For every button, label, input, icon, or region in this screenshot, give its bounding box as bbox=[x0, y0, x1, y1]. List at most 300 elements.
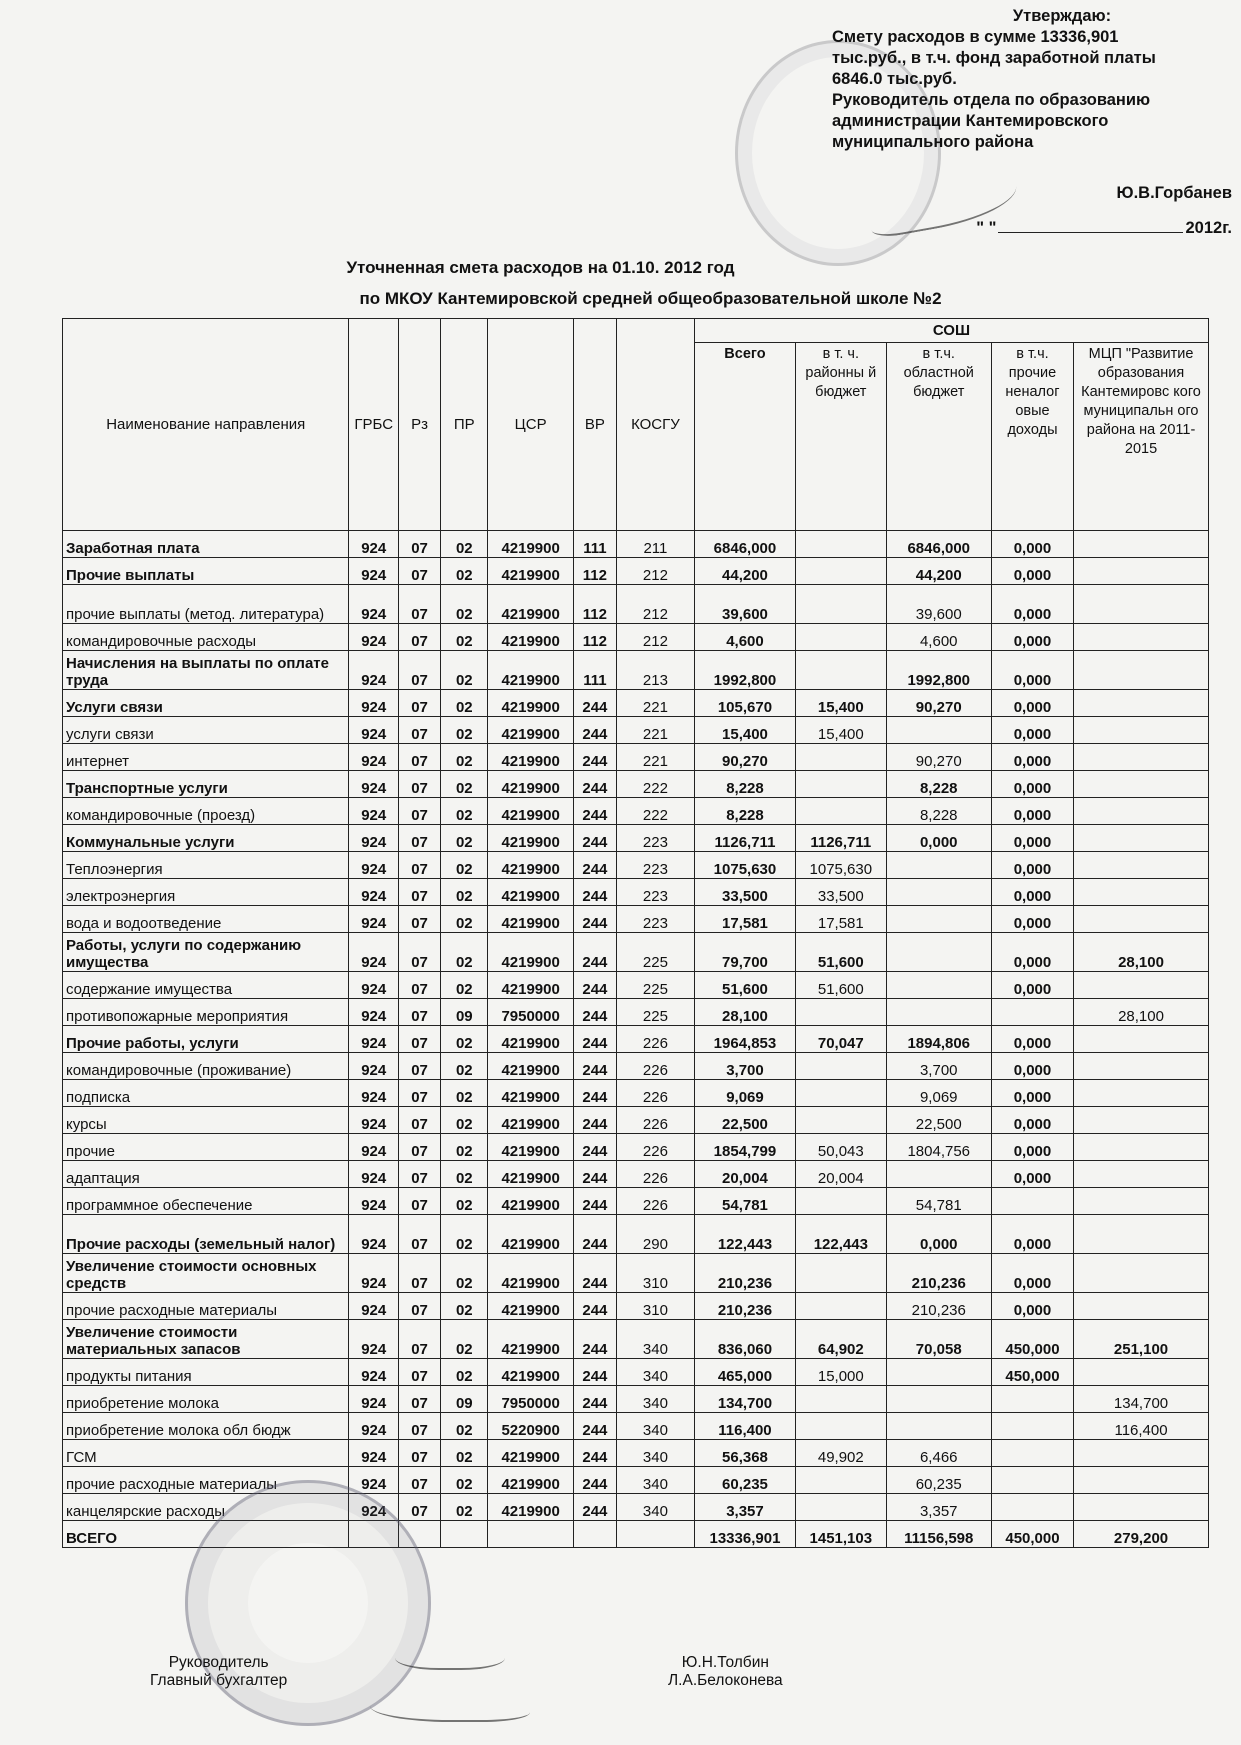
cell-regional: 1992,800 bbox=[886, 651, 991, 690]
table-row bbox=[63, 798, 1209, 825]
footer-name-director: Ю.Н.Толбин bbox=[681, 1654, 769, 1671]
approval-line: администрации Кантемировского bbox=[832, 112, 1109, 130]
cell-csr: 4219900 bbox=[488, 624, 573, 651]
cell-csr: 4219900 bbox=[488, 1107, 573, 1134]
cell-total: 44,200 bbox=[694, 558, 795, 585]
cell-kosgu: 225 bbox=[616, 999, 694, 1026]
cell-regional bbox=[886, 852, 991, 879]
cell-mcp bbox=[1074, 1440, 1209, 1467]
cell-other: 0,000 bbox=[991, 744, 1073, 771]
cell-grbs: 924 bbox=[349, 879, 399, 906]
cell-name: подписка bbox=[63, 1080, 349, 1107]
cell-rz: 07 bbox=[398, 1134, 440, 1161]
cell-rz: 07 bbox=[398, 1359, 440, 1386]
date-blank-line bbox=[998, 218, 1183, 233]
cell-vr: 244 bbox=[573, 690, 616, 717]
cell-pr: 02 bbox=[441, 531, 488, 558]
cell-vr: 244 bbox=[573, 1413, 616, 1440]
cell-kosgu: 226 bbox=[616, 1161, 694, 1188]
totals-kosgu bbox=[616, 1521, 694, 1548]
cell-rz: 07 bbox=[398, 1161, 440, 1188]
cell-csr: 4219900 bbox=[488, 1494, 573, 1521]
cell-rz: 07 bbox=[398, 1254, 440, 1293]
cell-total: 15,400 bbox=[694, 717, 795, 744]
cell-rz: 07 bbox=[398, 717, 440, 744]
totals-other: 450,000 bbox=[991, 1521, 1073, 1548]
cell-other bbox=[991, 1413, 1073, 1440]
cell-grbs: 924 bbox=[349, 1254, 399, 1293]
cell-mcp bbox=[1074, 1107, 1209, 1134]
cell-vr: 244 bbox=[573, 1080, 616, 1107]
cell-vr: 244 bbox=[573, 972, 616, 999]
cell-mcp: 134,700 bbox=[1074, 1386, 1209, 1413]
cell-kosgu: 226 bbox=[616, 1026, 694, 1053]
cell-regional: 44,200 bbox=[886, 558, 991, 585]
cell-regional bbox=[886, 1161, 991, 1188]
cell-csr: 4219900 bbox=[488, 1320, 573, 1359]
cell-grbs: 924 bbox=[349, 585, 399, 624]
cell-vr: 112 bbox=[573, 585, 616, 624]
cell-regional: 60,235 bbox=[886, 1467, 991, 1494]
cell-district: 51,600 bbox=[796, 972, 887, 999]
cell-regional: 0,000 bbox=[886, 825, 991, 852]
cell-mcp bbox=[1074, 1293, 1209, 1320]
cell-regional: 1894,806 bbox=[886, 1026, 991, 1053]
cell-regional: 1804,756 bbox=[886, 1134, 991, 1161]
cell-csr: 4219900 bbox=[488, 1254, 573, 1293]
cell-mcp bbox=[1074, 717, 1209, 744]
table-row bbox=[63, 879, 1209, 906]
cell-vr: 244 bbox=[573, 1440, 616, 1467]
cell-grbs: 924 bbox=[349, 1161, 399, 1188]
cell-grbs: 924 bbox=[349, 1467, 399, 1494]
cell-other bbox=[991, 1440, 1073, 1467]
table-row bbox=[63, 1359, 1209, 1386]
approval-line: тыс.руб., в т.ч. фонд заработной платы bbox=[832, 49, 1156, 67]
cell-district bbox=[796, 1467, 887, 1494]
cell-kosgu: 225 bbox=[616, 933, 694, 972]
cell-kosgu: 290 bbox=[616, 1215, 694, 1254]
cell-rz: 07 bbox=[398, 1293, 440, 1320]
cell-total: 465,000 bbox=[694, 1359, 795, 1386]
cell-vr: 244 bbox=[573, 1467, 616, 1494]
cell-mcp: 28,100 bbox=[1074, 999, 1209, 1026]
cell-district bbox=[796, 1080, 887, 1107]
cell-regional: 3,357 bbox=[886, 1494, 991, 1521]
cell-district bbox=[796, 1386, 887, 1413]
cell-grbs: 924 bbox=[349, 1359, 399, 1386]
cell-regional: 6,466 bbox=[886, 1440, 991, 1467]
cell-pr: 02 bbox=[441, 690, 488, 717]
cell-name: интернет bbox=[63, 744, 349, 771]
cell-csr: 4219900 bbox=[488, 798, 573, 825]
cell-kosgu: 340 bbox=[616, 1320, 694, 1359]
cell-vr: 244 bbox=[573, 999, 616, 1026]
table-row bbox=[63, 1107, 1209, 1134]
cell-total: 9,069 bbox=[694, 1080, 795, 1107]
director-signature bbox=[395, 1640, 505, 1670]
cell-mcp: 251,100 bbox=[1074, 1320, 1209, 1359]
cell-pr: 02 bbox=[441, 1161, 488, 1188]
footer-roles bbox=[150, 1654, 287, 1690]
cell-vr: 112 bbox=[573, 624, 616, 651]
cell-csr: 4219900 bbox=[488, 906, 573, 933]
cell-pr: 02 bbox=[441, 585, 488, 624]
cell-kosgu: 222 bbox=[616, 798, 694, 825]
cell-pr: 02 bbox=[441, 1188, 488, 1215]
cell-grbs: 924 bbox=[349, 1026, 399, 1053]
cell-regional: 4,600 bbox=[886, 624, 991, 651]
cell-kosgu: 310 bbox=[616, 1254, 694, 1293]
cell-csr: 4219900 bbox=[488, 852, 573, 879]
table-row bbox=[63, 852, 1209, 879]
cell-vr: 244 bbox=[573, 1386, 616, 1413]
cell-rz: 07 bbox=[398, 933, 440, 972]
cell-vr: 244 bbox=[573, 771, 616, 798]
cell-district bbox=[796, 624, 887, 651]
table-row bbox=[63, 972, 1209, 999]
cell-district bbox=[796, 999, 887, 1026]
cell-regional: 0,000 bbox=[886, 1215, 991, 1254]
cell-rz: 07 bbox=[398, 1080, 440, 1107]
cell-grbs: 924 bbox=[349, 558, 399, 585]
cell-other: 0,000 bbox=[991, 852, 1073, 879]
cell-vr: 112 bbox=[573, 558, 616, 585]
cell-mcp bbox=[1074, 906, 1209, 933]
approval-heading: Утверждаю: bbox=[1012, 7, 1112, 25]
cell-mcp bbox=[1074, 1359, 1209, 1386]
cell-total: 8,228 bbox=[694, 771, 795, 798]
cell-name: ГСМ bbox=[63, 1440, 349, 1467]
col-header-pr: ПР bbox=[441, 319, 488, 531]
cell-regional: 70,058 bbox=[886, 1320, 991, 1359]
cell-district bbox=[796, 651, 887, 690]
cell-other: 0,000 bbox=[991, 1254, 1073, 1293]
cell-kosgu: 221 bbox=[616, 744, 694, 771]
cell-name: Прочие работы, услуги bbox=[63, 1026, 349, 1053]
cell-name: командировочные (проезд) bbox=[63, 798, 349, 825]
cell-grbs: 924 bbox=[349, 1134, 399, 1161]
cell-mcp bbox=[1074, 624, 1209, 651]
cell-total: 134,700 bbox=[694, 1386, 795, 1413]
cell-vr: 244 bbox=[573, 1107, 616, 1134]
cell-vr: 244 bbox=[573, 906, 616, 933]
cell-vr: 244 bbox=[573, 933, 616, 972]
cell-district: 15,400 bbox=[796, 717, 887, 744]
cell-district bbox=[796, 1107, 887, 1134]
cell-total: 33,500 bbox=[694, 879, 795, 906]
cell-other: 0,000 bbox=[991, 1026, 1073, 1053]
cell-rz: 07 bbox=[398, 1413, 440, 1440]
cell-mcp: 28,100 bbox=[1074, 933, 1209, 972]
estimate-table bbox=[62, 318, 1209, 1548]
table-row bbox=[63, 999, 1209, 1026]
cell-pr: 02 bbox=[441, 933, 488, 972]
cell-grbs: 924 bbox=[349, 744, 399, 771]
cell-total: 39,600 bbox=[694, 585, 795, 624]
cell-pr: 02 bbox=[441, 651, 488, 690]
cell-regional bbox=[886, 879, 991, 906]
cell-other: 0,000 bbox=[991, 1215, 1073, 1254]
cell-mcp: 116,400 bbox=[1074, 1413, 1209, 1440]
cell-total: 6846,000 bbox=[694, 531, 795, 558]
cell-pr: 02 bbox=[441, 1134, 488, 1161]
cell-name: Услуги связи bbox=[63, 690, 349, 717]
cell-csr: 4219900 bbox=[488, 1026, 573, 1053]
cell-mcp bbox=[1074, 744, 1209, 771]
cell-csr: 4219900 bbox=[488, 972, 573, 999]
cell-name: программное обеспечение bbox=[63, 1188, 349, 1215]
cell-kosgu: 226 bbox=[616, 1107, 694, 1134]
totals-mcp: 279,200 bbox=[1074, 1521, 1209, 1548]
cell-pr: 02 bbox=[441, 1413, 488, 1440]
cell-kosgu: 212 bbox=[616, 585, 694, 624]
table-row bbox=[63, 1320, 1209, 1359]
cell-mcp bbox=[1074, 852, 1209, 879]
cell-rz: 07 bbox=[398, 651, 440, 690]
document-title: Уточненная смета расходов на 01.10. 2012 год bbox=[346, 258, 735, 277]
table-row bbox=[63, 690, 1209, 717]
cell-name: прочие расходные материалы bbox=[63, 1467, 349, 1494]
table-row bbox=[63, 624, 1209, 651]
cell-district: 122,443 bbox=[796, 1215, 887, 1254]
cell-rz: 07 bbox=[398, 1440, 440, 1467]
date-year: 2012г. bbox=[1185, 219, 1232, 237]
cell-regional: 9,069 bbox=[886, 1080, 991, 1107]
table-row bbox=[63, 585, 1209, 624]
cell-pr: 02 bbox=[441, 1080, 488, 1107]
cell-regional: 90,270 bbox=[886, 744, 991, 771]
cell-vr: 244 bbox=[573, 1053, 616, 1080]
cell-kosgu: 211 bbox=[616, 531, 694, 558]
col-header-total: Всего bbox=[694, 343, 795, 531]
footer-name-accountant: Л.А.Белоконева bbox=[668, 1672, 783, 1689]
cell-kosgu: 222 bbox=[616, 771, 694, 798]
table-row bbox=[63, 1293, 1209, 1320]
cell-name: Работы, услуги по содержанию имущества bbox=[63, 933, 349, 972]
cell-vr: 244 bbox=[573, 852, 616, 879]
cell-total: 4,600 bbox=[694, 624, 795, 651]
cell-other: 0,000 bbox=[991, 933, 1073, 972]
cell-csr: 4219900 bbox=[488, 825, 573, 852]
cell-regional: 8,228 bbox=[886, 771, 991, 798]
cell-other: 0,000 bbox=[991, 624, 1073, 651]
cell-name: противопожарные мероприятия bbox=[63, 999, 349, 1026]
cell-mcp bbox=[1074, 1254, 1209, 1293]
cell-other: 0,000 bbox=[991, 879, 1073, 906]
cell-regional bbox=[886, 972, 991, 999]
cell-pr: 02 bbox=[441, 972, 488, 999]
cell-grbs: 924 bbox=[349, 1440, 399, 1467]
cell-district: 33,500 bbox=[796, 879, 887, 906]
cell-kosgu: 213 bbox=[616, 651, 694, 690]
cell-district bbox=[796, 1053, 887, 1080]
cell-name: прочие выплаты (метод. литература) bbox=[63, 585, 349, 624]
col-header-kosgu: КОСГУ bbox=[616, 319, 694, 531]
cell-district: 51,600 bbox=[796, 933, 887, 972]
cell-grbs: 924 bbox=[349, 624, 399, 651]
cell-mcp bbox=[1074, 771, 1209, 798]
cell-name: приобретение молока bbox=[63, 1386, 349, 1413]
cell-pr: 02 bbox=[441, 1026, 488, 1053]
cell-total: 20,004 bbox=[694, 1161, 795, 1188]
cell-grbs: 924 bbox=[349, 1107, 399, 1134]
cell-rz: 07 bbox=[398, 1188, 440, 1215]
cell-name: командировочные расходы bbox=[63, 624, 349, 651]
cell-other: 0,000 bbox=[991, 972, 1073, 999]
cell-rz: 07 bbox=[398, 972, 440, 999]
cell-mcp bbox=[1074, 1467, 1209, 1494]
cell-regional bbox=[886, 1386, 991, 1413]
cell-total: 51,600 bbox=[694, 972, 795, 999]
cell-csr: 4219900 bbox=[488, 585, 573, 624]
cell-other: 0,000 bbox=[991, 1080, 1073, 1107]
cell-vr: 244 bbox=[573, 1161, 616, 1188]
cell-csr: 4219900 bbox=[488, 1080, 573, 1107]
table-row bbox=[63, 825, 1209, 852]
cell-kosgu: 212 bbox=[616, 558, 694, 585]
cell-csr: 7950000 bbox=[488, 1386, 573, 1413]
cell-grbs: 924 bbox=[349, 999, 399, 1026]
cell-vr: 244 bbox=[573, 1134, 616, 1161]
cell-grbs: 924 bbox=[349, 1080, 399, 1107]
cell-vr: 244 bbox=[573, 825, 616, 852]
table-row bbox=[63, 717, 1209, 744]
cell-kosgu: 223 bbox=[616, 825, 694, 852]
approval-line: 6846.0 тыс.руб. bbox=[832, 70, 957, 88]
col-header-grbs: ГРБС bbox=[349, 319, 399, 531]
col-group-header-sosh: СОШ bbox=[694, 319, 1208, 343]
cell-vr: 244 bbox=[573, 717, 616, 744]
cell-rz: 07 bbox=[398, 798, 440, 825]
cell-grbs: 924 bbox=[349, 1320, 399, 1359]
cell-district: 64,902 bbox=[796, 1320, 887, 1359]
cell-pr: 02 bbox=[441, 1320, 488, 1359]
cell-name: прочие bbox=[63, 1134, 349, 1161]
cell-name: приобретение молока обл бюдж bbox=[63, 1413, 349, 1440]
cell-pr: 02 bbox=[441, 825, 488, 852]
cell-other: 0,000 bbox=[991, 531, 1073, 558]
cell-rz: 07 bbox=[398, 1053, 440, 1080]
cell-other: 0,000 bbox=[991, 1107, 1073, 1134]
totals-pr bbox=[441, 1521, 488, 1548]
cell-kosgu: 226 bbox=[616, 1053, 694, 1080]
col-header-mcp: МЦП "Развитие образования Кантемировс кого муниципальн ого района на 2011-2015 bbox=[1074, 343, 1209, 531]
cell-pr: 02 bbox=[441, 1053, 488, 1080]
cell-rz: 07 bbox=[398, 1386, 440, 1413]
cell-district bbox=[796, 744, 887, 771]
cell-other: 0,000 bbox=[991, 558, 1073, 585]
table-row bbox=[63, 906, 1209, 933]
cell-district: 1075,630 bbox=[796, 852, 887, 879]
table-row bbox=[63, 1053, 1209, 1080]
cell-rz: 07 bbox=[398, 879, 440, 906]
cell-name: Прочие выплаты bbox=[63, 558, 349, 585]
accountant-signature bbox=[370, 1690, 530, 1722]
cell-other: 0,000 bbox=[991, 1293, 1073, 1320]
cell-other: 0,000 bbox=[991, 651, 1073, 690]
cell-rz: 07 bbox=[398, 825, 440, 852]
cell-vr: 244 bbox=[573, 744, 616, 771]
cell-pr: 02 bbox=[441, 717, 488, 744]
document-subtitle: по МКОУ Кантемировской средней общеобразовательной школе №2 bbox=[359, 289, 942, 308]
cell-total: 1992,800 bbox=[694, 651, 795, 690]
cell-name: Прочие расходы (земельный налог) bbox=[63, 1215, 349, 1254]
cell-district bbox=[796, 1293, 887, 1320]
cell-grbs: 924 bbox=[349, 798, 399, 825]
totals-total: 13336,901 bbox=[694, 1521, 795, 1548]
cell-district bbox=[796, 1413, 887, 1440]
table-row bbox=[63, 1254, 1209, 1293]
cell-district bbox=[796, 798, 887, 825]
cell-district: 15,000 bbox=[796, 1359, 887, 1386]
approval-line: муниципального района bbox=[832, 133, 1034, 151]
cell-kosgu: 221 bbox=[616, 690, 694, 717]
cell-rz: 07 bbox=[398, 852, 440, 879]
cell-mcp bbox=[1074, 585, 1209, 624]
table-row bbox=[63, 1134, 1209, 1161]
cell-regional bbox=[886, 1359, 991, 1386]
cell-csr: 4219900 bbox=[488, 690, 573, 717]
cell-grbs: 924 bbox=[349, 651, 399, 690]
footer-role-accountant: Главный бухгалтер bbox=[150, 1672, 288, 1689]
cell-csr: 4219900 bbox=[488, 1134, 573, 1161]
approver-name: Ю.В.Горбанев bbox=[1116, 184, 1232, 202]
cell-other: 0,000 bbox=[991, 798, 1073, 825]
cell-vr: 244 bbox=[573, 879, 616, 906]
cell-regional: 3,700 bbox=[886, 1053, 991, 1080]
table-row bbox=[63, 531, 1209, 558]
cell-other bbox=[991, 1386, 1073, 1413]
cell-total: 3,700 bbox=[694, 1053, 795, 1080]
cell-other: 0,000 bbox=[991, 585, 1073, 624]
cell-district bbox=[796, 1254, 887, 1293]
cell-other: 0,000 bbox=[991, 1053, 1073, 1080]
cell-pr: 02 bbox=[441, 798, 488, 825]
cell-total: 56,368 bbox=[694, 1440, 795, 1467]
cell-kosgu: 226 bbox=[616, 1134, 694, 1161]
cell-grbs: 924 bbox=[349, 690, 399, 717]
cell-regional bbox=[886, 999, 991, 1026]
cell-total: 3,357 bbox=[694, 1494, 795, 1521]
cell-rz: 07 bbox=[398, 531, 440, 558]
cell-other: 0,000 bbox=[991, 690, 1073, 717]
cell-district bbox=[796, 558, 887, 585]
cell-vr: 244 bbox=[573, 1293, 616, 1320]
table-row bbox=[63, 1440, 1209, 1467]
cell-total: 1126,711 bbox=[694, 825, 795, 852]
cell-name: услуги связи bbox=[63, 717, 349, 744]
table-row bbox=[63, 1080, 1209, 1107]
cell-vr: 244 bbox=[573, 1359, 616, 1386]
cell-grbs: 924 bbox=[349, 933, 399, 972]
cell-kosgu: 221 bbox=[616, 717, 694, 744]
cell-grbs: 924 bbox=[349, 1386, 399, 1413]
cell-rz: 07 bbox=[398, 585, 440, 624]
cell-mcp bbox=[1074, 1134, 1209, 1161]
cell-other: 0,000 bbox=[991, 825, 1073, 852]
table-row bbox=[63, 1467, 1209, 1494]
cell-kosgu: 310 bbox=[616, 1293, 694, 1320]
cell-regional: 6846,000 bbox=[886, 531, 991, 558]
cell-total: 1854,799 bbox=[694, 1134, 795, 1161]
cell-csr: 4219900 bbox=[488, 933, 573, 972]
cell-pr: 02 bbox=[441, 558, 488, 585]
cell-other: 0,000 bbox=[991, 771, 1073, 798]
cell-name: Увеличение стоимости материальных запасов bbox=[63, 1320, 349, 1359]
cell-mcp bbox=[1074, 1080, 1209, 1107]
totals-regional: 11156,598 bbox=[886, 1521, 991, 1548]
